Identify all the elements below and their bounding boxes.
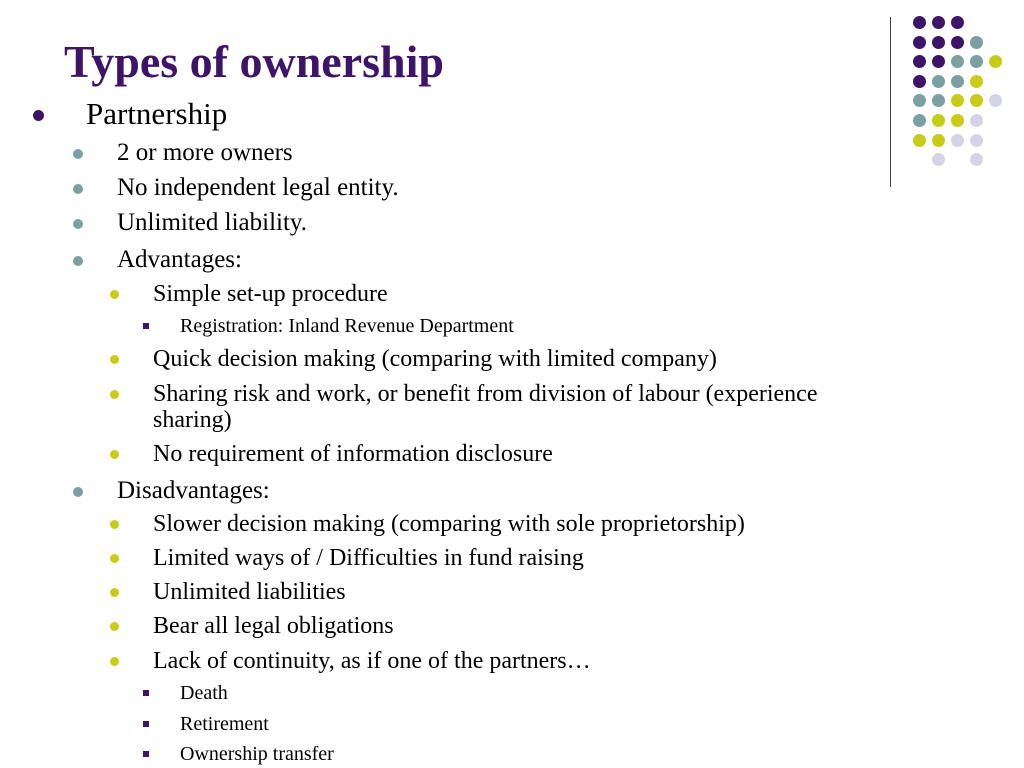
bullet-text-level-3: Simple set-up procedure <box>153 281 388 307</box>
decorative-dot <box>970 153 983 166</box>
decorative-dot <box>951 134 964 147</box>
bullet-text-level-3: Bear all legal obligations <box>153 613 394 639</box>
bullet-text-level-2: Disadvantages: <box>117 477 270 504</box>
decorative-dot <box>951 75 964 88</box>
decorative-dot <box>951 55 964 68</box>
decorative-dot <box>970 94 983 107</box>
bullet-text-level-3: Unlimited liabilities <box>153 579 346 605</box>
decorative-dot <box>989 94 1002 107</box>
decorative-dot <box>913 55 926 68</box>
decorative-dot <box>951 94 964 107</box>
bullet-text-level-4: Registration: Inland Revenue Department <box>180 315 514 337</box>
decorative-dot <box>951 16 964 29</box>
bullet-marker <box>143 690 149 696</box>
decorative-dot <box>932 36 945 49</box>
bullet-text-level-3: Lack of continuity, as if one of the partners… <box>153 648 591 674</box>
decorative-dot <box>913 134 926 147</box>
decorative-dot <box>932 153 945 166</box>
bullet-marker <box>73 256 83 266</box>
decorative-dot <box>951 36 964 49</box>
bullet-text-level-4: Retirement <box>180 713 269 735</box>
decorative-dot <box>951 114 964 127</box>
bullet-marker <box>110 554 119 563</box>
bullet-marker <box>73 219 83 229</box>
bullet-text-level-4: Ownership transfer <box>180 743 334 765</box>
bullet-marker <box>110 622 119 631</box>
bullet-marker <box>110 657 119 666</box>
bullet-marker <box>110 450 119 459</box>
bullet-text-level-1: Partnership <box>86 96 228 131</box>
bullet-text-level-3: Slower decision making (comparing with sole proprietorship) <box>153 511 745 537</box>
decorative-dot <box>932 114 945 127</box>
decorative-dot <box>932 134 945 147</box>
decorative-dot <box>913 75 926 88</box>
bullet-text-level-3: Limited ways of / Difficulties in fund raising <box>153 545 584 571</box>
decorative-dot <box>932 75 945 88</box>
bullet-marker <box>73 149 83 159</box>
vertical-divider <box>890 17 891 187</box>
decorative-dot <box>989 55 1002 68</box>
decorative-dot <box>970 55 983 68</box>
bullet-text-level-2: 2 or more owners <box>117 139 293 166</box>
bullet-marker <box>143 721 149 727</box>
decorative-dot <box>913 16 926 29</box>
decorative-dot <box>970 114 983 127</box>
decorative-dot <box>970 75 983 88</box>
bullet-text-level-4: Death <box>180 682 228 704</box>
bullet-marker <box>73 184 83 194</box>
decorative-dot <box>913 114 926 127</box>
bullet-marker <box>143 751 149 757</box>
slide-title: Types of ownership <box>64 36 444 87</box>
decorative-dot <box>913 36 926 49</box>
bullet-marker <box>110 355 119 364</box>
bullet-text-level-2: No independent legal entity. <box>117 174 399 201</box>
bullet-marker <box>110 520 119 529</box>
bullet-text-level-3: Sharing risk and work, or benefit from division of labour (experience <box>153 381 818 407</box>
decorative-dot <box>970 36 983 49</box>
bullet-text-level-2: Unlimited liability. <box>117 209 308 236</box>
bullet-marker <box>73 487 83 497</box>
decorative-dot <box>970 134 983 147</box>
bullet-text-level-3: Quick decision making (comparing with limited company) <box>153 346 717 372</box>
bullet-marker <box>110 390 119 399</box>
bullet-marker <box>110 290 119 299</box>
bullet-marker <box>33 110 44 121</box>
decorative-dot <box>932 94 945 107</box>
decorative-dot <box>932 16 945 29</box>
decorative-dot <box>913 94 926 107</box>
decorative-dot <box>932 55 945 68</box>
bullet-text-level-3: sharing) <box>153 407 232 433</box>
bullet-text-level-3: No requirement of information disclosure <box>153 441 553 467</box>
bullet-marker <box>143 323 149 329</box>
bullet-marker <box>110 588 119 597</box>
bullet-text-level-2: Advantages: <box>117 246 242 273</box>
